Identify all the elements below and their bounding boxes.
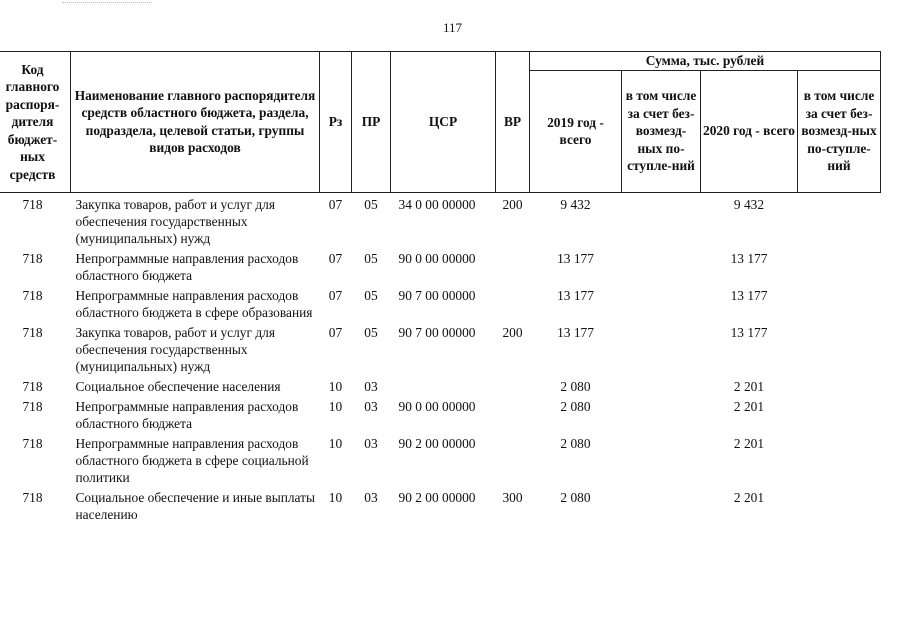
cell-vr	[496, 375, 530, 395]
cell-rz: 10	[328, 435, 343, 451]
cell-csr: 90 7 00 00000	[398, 287, 476, 303]
header-code: Код главного распоря-дителя бюджет-ных средств	[0, 52, 71, 193]
cell-2020-grants	[798, 432, 881, 486]
cell-2019-total: 2 080	[560, 435, 591, 451]
cell-pr: 03	[364, 378, 378, 394]
cell-2020-grants	[798, 192, 881, 247]
cell-2019-total: 13 177	[557, 324, 594, 340]
cell-2020-total: 2 201	[733, 489, 765, 505]
cell-code: 718	[22, 398, 43, 414]
cell-2019-total: 13 177	[557, 287, 594, 303]
header-csr: ЦСР	[391, 52, 496, 193]
table-body	[0, 192, 881, 523]
cell-csr: 90 0 00 00000	[398, 250, 476, 266]
budget-table	[0, 51, 881, 523]
header-2020-grants: в том числе за счет без-возмезд-ных по-ступле-ний	[798, 70, 881, 192]
cell-pr: 03	[364, 398, 378, 414]
page-number: 117	[442, 20, 463, 35]
cell-pr: 05	[364, 287, 378, 303]
cell-2019-total: 2 080	[560, 378, 591, 394]
table-row	[0, 432, 881, 486]
cell-rz: 10	[328, 489, 343, 505]
cell-2020-total: 13 177	[730, 324, 768, 340]
table-row	[0, 486, 881, 523]
cell-code: 718	[22, 324, 43, 340]
header-2019-grants: в том числе за счет без-возмезд-ных по-ступле-ний	[622, 70, 701, 192]
table-row	[0, 375, 881, 395]
cell-name: Непрограммные направления расходов областного бюджета	[75, 250, 299, 283]
table-row	[0, 395, 881, 432]
cell-rz: 07	[328, 287, 343, 303]
cell-code: 718	[22, 250, 43, 266]
cell-2019-total: 9 432	[560, 196, 591, 212]
cell-2020-total: 2 201	[733, 398, 765, 414]
cell-name: Социальное обеспечение населения	[75, 378, 281, 394]
cell-2020-grants	[798, 395, 881, 432]
cell-pr: 05	[364, 324, 378, 340]
cell-2020-grants	[798, 321, 881, 375]
cell-2019-grants	[622, 486, 701, 523]
cell-code: 718	[22, 378, 43, 394]
cell-rz: 07	[328, 324, 343, 340]
cell-2019-grants	[622, 432, 701, 486]
cell-2019-grants	[622, 247, 701, 284]
cell-name: Непрограммные направления расходов областного бюджета в сфере социальной политики	[75, 435, 309, 485]
header-sum-group: Сумма, тыс. рублей	[530, 52, 881, 71]
cell-2019-grants	[622, 192, 701, 247]
header-pr: ПР	[352, 52, 391, 193]
cell-vr	[496, 395, 530, 432]
cell-2020-total: 13 177	[730, 287, 768, 303]
cell-2020-grants	[798, 284, 881, 321]
cell-2020-grants	[798, 247, 881, 284]
cell-pr: 05	[364, 196, 378, 212]
cell-csr: 90 2 00 00000	[398, 435, 476, 451]
cell-vr	[496, 284, 530, 321]
table-row	[0, 284, 881, 321]
cell-2019-total: 13 177	[557, 250, 594, 266]
cell-2019-grants	[622, 395, 701, 432]
cell-name: Закупка товаров, работ и услуг для обеспечения государственных (муниципальных) нужд	[75, 196, 275, 246]
cell-pr: 03	[364, 435, 378, 451]
cell-2020-grants	[798, 375, 881, 395]
cell-rz: 10	[328, 398, 343, 414]
cell-code: 718	[22, 287, 43, 303]
header-2019-total: 2019 год - всего	[530, 70, 622, 192]
cell-name: Непрограммные направления расходов областного бюджета в сфере образования	[75, 287, 313, 320]
cell-vr: 300	[502, 489, 523, 505]
header-name: Наименование главного распорядителя средств областного бюджета, раздела, подраздела, целевой статьи, группы видов расходов	[71, 52, 320, 193]
cell-2019-grants	[622, 321, 701, 375]
cell-2019-grants	[622, 375, 701, 395]
cell-csr: 90 7 00 00000	[398, 324, 476, 340]
cell-vr	[496, 247, 530, 284]
cell-csr: 90 2 00 00000	[398, 489, 476, 505]
cell-2020-grants	[798, 486, 881, 523]
cell-2020-total: 2 201	[733, 378, 765, 394]
cell-2020-total: 9 432	[733, 196, 765, 212]
cell-vr: 200	[502, 324, 523, 340]
cell-name: Закупка товаров, работ и услуг для обеспечения государственных (муниципальных) нужд	[75, 324, 275, 374]
cell-code: 718	[22, 196, 43, 212]
cell-2019-grants	[622, 284, 701, 321]
table-row	[0, 192, 881, 247]
cell-2019-total: 2 080	[560, 398, 591, 414]
cell-pr: 05	[364, 250, 378, 266]
table-row	[0, 247, 881, 284]
cell-vr	[496, 432, 530, 486]
cell-name: Непрограммные направления расходов областного бюджета	[75, 398, 299, 431]
cell-pr: 03	[364, 489, 378, 505]
cell-2019-total: 2 080	[560, 489, 591, 505]
header-2020-total: 2020 год - всего	[701, 70, 798, 192]
scan-artifact	[62, 2, 152, 5]
cell-code: 718	[22, 435, 43, 451]
cell-2020-total: 2 201	[733, 435, 765, 451]
cell-2020-total: 13 177	[730, 250, 768, 266]
table-header	[0, 52, 881, 193]
cell-rz: 07	[328, 250, 343, 266]
header-rz: Рз	[320, 52, 352, 193]
cell-vr: 200	[502, 196, 523, 212]
cell-csr: 90 0 00 00000	[398, 398, 476, 414]
cell-rz: 07	[328, 196, 343, 212]
cell-name: Социальное обеспечение и иные выплаты населению	[75, 489, 316, 522]
header-vr: ВР	[496, 52, 530, 193]
cell-csr	[391, 375, 496, 395]
cell-rz: 10	[328, 378, 343, 394]
table-row	[0, 321, 881, 375]
cell-csr: 34 0 00 00000	[398, 196, 476, 212]
cell-code: 718	[22, 489, 43, 505]
